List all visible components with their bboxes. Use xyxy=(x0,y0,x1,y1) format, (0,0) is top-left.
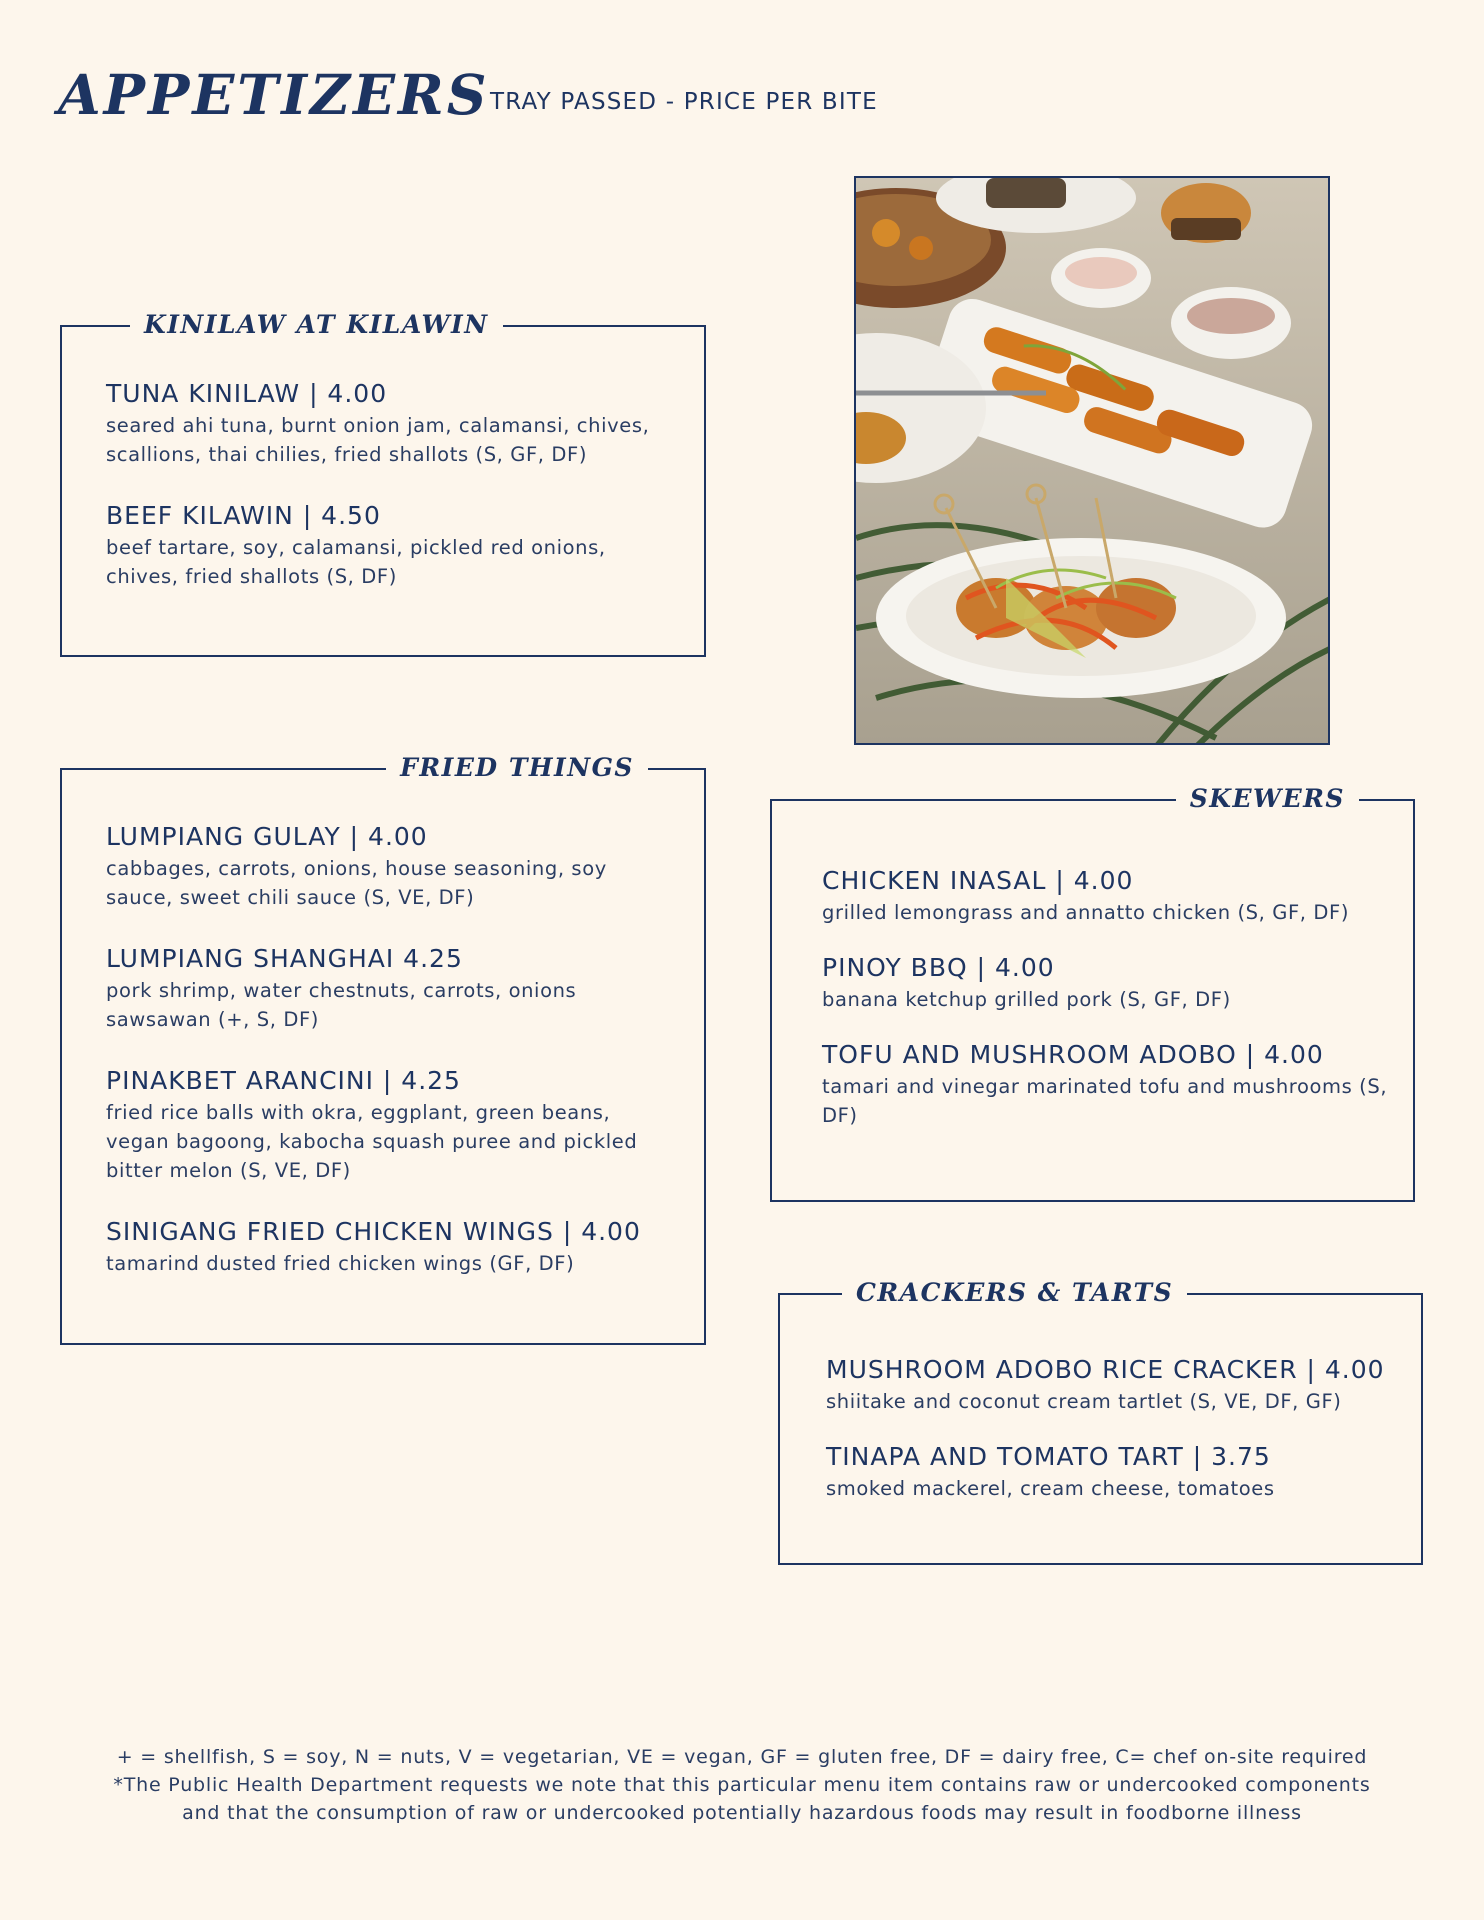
section-title-crackers: CRACKERS & TARTS xyxy=(842,1274,1187,1312)
section-fried xyxy=(60,753,706,1345)
menu-item xyxy=(106,942,666,1034)
menu-item-desc: grilled lemongrass and annatto chicken (S, GF, DF) xyxy=(822,901,1350,924)
menu-item-name: MUSHROOM ADOBO RICE CRACKER | 4.00 xyxy=(826,1355,1385,1384)
menu-item-name: LUMPIANG GULAY | 4.00 xyxy=(106,822,428,851)
menu-item xyxy=(106,377,666,469)
menu-item-name: TOFU AND MUSHROOM ADOBO | 4.00 xyxy=(822,1040,1324,1069)
menu-item-name: PINOY BBQ | 4.00 xyxy=(822,953,1055,982)
section-kinilaw xyxy=(60,310,706,657)
menu-item-name: TINAPA AND TOMATO TART | 3.75 xyxy=(826,1442,1271,1471)
menu-item-name: BEEF KILAWIN | 4.50 xyxy=(106,501,381,530)
menu-item-name: PINAKBET ARANCINI | 4.25 xyxy=(106,1066,461,1095)
menu-item-desc: shiitake and coconut cream tartlet (S, VE, DF, GF) xyxy=(826,1390,1342,1413)
menu-item-desc: banana ketchup grilled pork (S, GF, DF) xyxy=(822,988,1231,1011)
section-title-fried: FRIED THINGS xyxy=(386,749,648,787)
menu-item-desc: cabbages, carrots, onions, house seasoning, soy sauce, sweet chili sauce (S, VE, DF) xyxy=(106,857,607,909)
health-disclaimer: *The Public Health Department requests we note that this particular menu item contains raw or undercooked components and that the consumption of raw or undercooked potentially hazardous foods may result in foodborne illness xyxy=(113,1774,1371,1824)
menu-item xyxy=(106,820,666,912)
section-crackers xyxy=(778,1278,1423,1565)
menu-item-desc: beef tartare, soy, calamansi, pickled red onions, chives, fried shallots (S, DF) xyxy=(106,536,606,588)
menu-item-desc: smoked mackerel, cream cheese, tomatoes xyxy=(826,1477,1275,1500)
menu-item xyxy=(826,1353,1406,1416)
section-title-skewers: SKEWERS xyxy=(1176,780,1359,818)
section-title-kinilaw: KINILAW AT KILAWIN xyxy=(130,306,503,344)
menu-item xyxy=(822,951,1392,1014)
menu-item xyxy=(106,499,666,591)
menu-item-desc: tamari and vinegar marinated tofu and mushrooms (S, DF) xyxy=(822,1075,1388,1127)
page-title: APPETIZERS xyxy=(58,62,490,127)
menu-item-desc: tamarind dusted fried chicken wings (GF, DF) xyxy=(106,1252,575,1275)
menu-item-desc: pork shrimp, water chestnuts, carrots, onions sawsawan (+, S, DF) xyxy=(106,979,577,1031)
menu-item-desc: seared ahi tuna, burnt onion jam, calamansi, chives, scallions, thai chilies, fried shallots (S, GF, DF) xyxy=(106,414,650,466)
menu-item xyxy=(826,1440,1406,1503)
menu-item-name: LUMPIANG SHANGHAI 4.25 xyxy=(106,944,463,973)
menu-item xyxy=(106,1215,666,1278)
menu-item-desc: fried rice balls with okra, eggplant, green beans, vegan bagoong, kabocha squash puree and pickled bitter melon (S, VE, DF) xyxy=(106,1101,638,1182)
menu-item-name: CHICKEN INASAL | 4.00 xyxy=(822,866,1134,895)
section-skewers xyxy=(770,784,1415,1202)
menu-item-name: TUNA KINILAW | 4.00 xyxy=(106,379,388,408)
menu-item xyxy=(106,1064,666,1185)
food-photo-illustration xyxy=(856,178,1330,745)
menu-item-name: SINIGANG FRIED CHICKEN WINGS | 4.00 xyxy=(106,1217,641,1246)
menu-item xyxy=(822,1038,1392,1130)
food-photo xyxy=(854,176,1330,745)
page-subtitle: TRAY PASSED - PRICE PER BITE xyxy=(490,89,878,115)
menu-item xyxy=(822,864,1392,927)
allergen-legend: + = shellfish, S = soy, N = nuts, V = vegetarian, VE = vegan, GF = gluten free, DF = dairy free, C= chef on-site required xyxy=(116,1746,1368,1768)
footer-notes xyxy=(60,1743,1424,1827)
